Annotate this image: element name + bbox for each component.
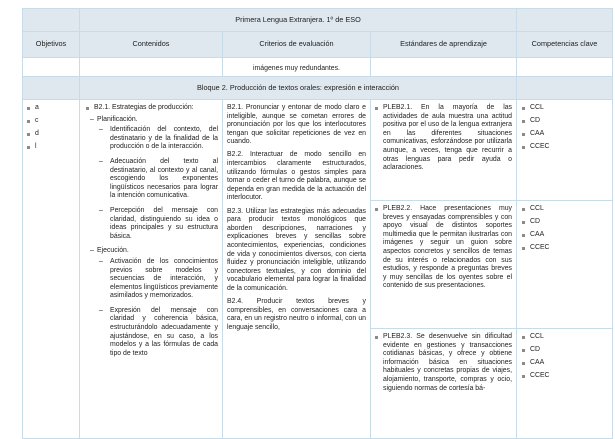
- objetivos-list: [26, 104, 77, 152]
- contenidos-subheading: – Ejecución.: [90, 247, 218, 256]
- competencia-item: CCEC: [521, 372, 610, 381]
- competencia-item: CD: [521, 218, 610, 227]
- estandar-item: PLEB2.2. Hace presentaciones muy breves y ensayadas comprensibles y con apoyo visual de distintos soportes multimedia que le permitan ilustrarlas con imágenes y seguir un guion sobre aspectos concretos y sencillos de temas de su interés o relacionados con sus estudios, y responde a preguntas breves y muy sencillas de los oyentes sobre el contenido de sus presentaciones.: [375, 205, 512, 291]
- competencia-item: CCEC: [521, 143, 610, 152]
- continuation-row: [23, 58, 613, 77]
- competencias-list: [521, 104, 610, 152]
- content-row: [23, 100, 613, 201]
- title-row: [23, 9, 613, 32]
- competencias-list: [521, 205, 610, 253]
- continuation-text: imágenes muy redundantes.: [223, 58, 371, 77]
- competencia-item: CD: [521, 117, 610, 126]
- estandar-cell: [371, 201, 517, 329]
- contenidos-item: – Identificación del contexto, del destinatario y de la finalidad de la producción o de la interacción.: [92, 126, 218, 152]
- title-spacer-cell: [23, 9, 80, 32]
- competencia-item: CAA: [521, 359, 610, 368]
- list-item: d: [26, 130, 77, 139]
- contenidos-cell: [80, 100, 223, 439]
- header-criterios: Criterios de evaluación: [223, 32, 371, 58]
- contenidos-subheading: – Planificación.: [90, 116, 218, 125]
- header-competencias: Competencias clave: [517, 32, 613, 58]
- contenidos-item: – Percepción del mensaje con claridad, distinguiendo su idea o ideas principales y su estructura básica.: [92, 207, 218, 241]
- list-item: c: [26, 117, 77, 126]
- list-item: l: [26, 143, 77, 152]
- competencia-item: CCEC: [521, 244, 610, 253]
- estandar-cell: [371, 329, 517, 439]
- criterio-item: B2.2. Interactuar de modo sencillo en intercambios claramente estructurados, utilizando fórmulas o gestos simples para tomar o ceder el turno de palabra, aunque se dependa en gran medida de la actuación del interlocutor.: [227, 151, 366, 202]
- criterios-cell: [223, 100, 371, 439]
- competencias-cell: [517, 100, 613, 201]
- header-objetivos: Objetivos: [23, 32, 80, 58]
- header-estandares: Estándares de aprendizaje: [371, 32, 517, 58]
- criterio-item: B2.3. Utilizar las estrategias más adecuadas para producir textos monológicos que aborden descripciones, narraciones y explicaciones breves y sencillas sobre acontecimientos, experiencias, condiciones de vida y conocimientos diversos, con cierta fluidez y pronunciación inteligible, utilizando conectores textuales, y con dominio del vocabulario elemental para lograr la finalidad de la comunicación.: [227, 207, 366, 292]
- competencias-cell: [517, 329, 613, 439]
- block-title: Bloque 2. Producción de textos orales: expresión e interacción: [80, 77, 517, 100]
- contenidos-heading: B2.1. Estrategias de producción:: [84, 104, 218, 113]
- competencias-list: [521, 333, 610, 381]
- competencia-item: CCL: [521, 333, 610, 342]
- contenidos-item: – Adecuación del texto al destinatario, al contexto y al canal, escogiendo los exponentes lingüísticos necesarios para lograr la intención comunicativa.: [92, 158, 218, 201]
- competencia-item: CAA: [521, 231, 610, 240]
- competencia-item: CD: [521, 346, 610, 355]
- contenidos-item: – Expresión del mensaje con claridad y coherencia básica, estructurándolo adecuadamente y ajustándose, en su caso, a los modelos y a las fórmulas de cada tipo de texto: [92, 307, 218, 359]
- competencia-item: CCL: [521, 205, 610, 214]
- list-item: a: [26, 104, 77, 113]
- criterio-item: B2.1. Pronunciar y entonar de modo claro e inteligible, aunque se cometan errores de pronunciación por los que los interlocutores tengan que solicitar repeticiones de vez en cuando.: [227, 104, 366, 146]
- title-spacer-cell-right: [517, 9, 613, 32]
- table-title: Primera Lengua Extranjera. 1º de ESO: [80, 9, 517, 32]
- header-contenidos: Contenidos: [80, 32, 223, 58]
- header-row: [23, 32, 613, 58]
- estandar-item: PLEB2.3. Se desenvuelve sin dificultad evidente en gestiones y transacciones cotidianas básicas, y ofrece y obtiene información básica en situaciones habituales y concretas propias de viajes, alojamiento, transporte, compras y ocio, siguiendo normas de cortesía bá-: [375, 333, 512, 393]
- contenidos-item: – Activación de los conocimientos previos sobre modelos y secuencias de interacción, y elementos lingüísticos previamente asimilados y memorizados.: [92, 258, 218, 301]
- competencia-item: CCL: [521, 104, 610, 113]
- objetivos-cell: [23, 100, 80, 439]
- block-title-row: [23, 77, 613, 100]
- criterio-item: B2.4. Producir textos breves y comprensibles, en conversaciones cara a cara, en un registro neutro o informal, con un lenguaje sencillo,: [227, 297, 366, 331]
- estandar-item: PLEB2.1. En la mayoría de las actividades de aula muestra una actitud positiva por el uso de la lengua extranjera en las diferentes situaciones comunicativas, esforzándose por utilizarla aunque, a veces, tenga que recurrir a otras lenguas para pedir ayuda o aclaraciones.: [375, 104, 512, 173]
- competencias-cell: [517, 201, 613, 329]
- curriculum-table: [22, 8, 613, 439]
- estandar-cell: [371, 100, 517, 201]
- competencia-item: CAA: [521, 130, 610, 139]
